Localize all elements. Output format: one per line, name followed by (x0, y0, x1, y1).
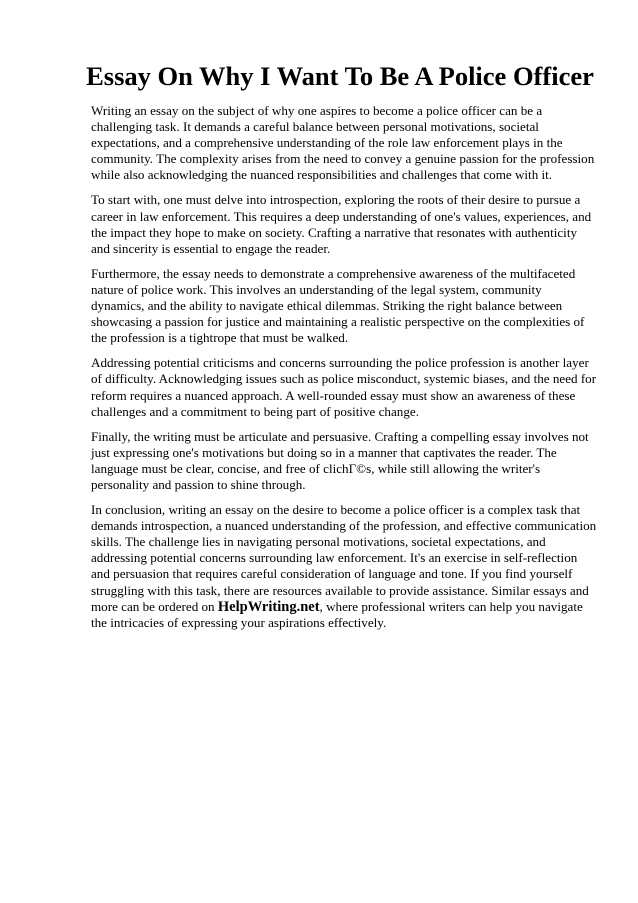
conclusion-text: In conclusion, writing an essay on the desire to become a police officer is a complex task that demands introspection, a nuanced understanding of the profession, and effective communication skills. The challenge lies in navigating personal motivations, societal expectations, and addressing potential concerns surrounding law enforcement. It's an exercise in self-reflection and persuasion that requires careful consideration of language and tone. If you find yourself struggling with this task, there are resources available to provide assistance. Similar essays and more can be ordered on (91, 502, 597, 614)
paragraph-intro: Writing an essay on the subject of why one aspires to become a police officer can be a challenging task. It demands a careful balance between personal motivations, societal expectations, and a comprehensive understanding of the role law enforcement plays in the community. The complexity arises from the need to convey a genuine passion for the profession while also acknowledging the nuanced responsibilities and challenges that come with it. (91, 103, 595, 183)
paragraph-conclusion (91, 502, 597, 631)
document-title: Essay On Why I Want To Be A Police Officer (86, 61, 594, 91)
document-body (91, 103, 597, 640)
paragraph-writing-quality: Finally, the writing must be articulate and persuasive. Crafting a compelling essay involves not just expressing one's motivations but doing so in a manner that captivates the reader. The language must be clear, concise, and free of clichГ©s, while still allowing the writer's personality and passion to shine through. (91, 428, 589, 492)
helpwriting-link[interactable]: HelpWriting.net (217, 598, 320, 615)
paragraph-police-work: Furthermore, the essay needs to demonstrate a comprehensive awareness of the multifaceted nature of police work. This involves an understanding of the legal system, community dynamics, and the ability to navigate ethical dilemmas. Striking the right balance between showcasing a passion for justice and maintaining a realistic perspective on the complexities of the profession is a tightrope that must be walked. (91, 265, 585, 346)
conclusion-text-end: , where professional writers can help you navigate the intricacies of expressing your aspirations effectively. (91, 598, 583, 630)
paragraph-criticisms: Addressing potential criticisms and concerns surrounding the police profession is another layer of difficulty. Acknowledging issues such as police misconduct, systemic biases, and the need for reform requires a nuanced approach. A well-rounded essay must show an awareness of these challenges and a commitment to being part of positive change. (91, 355, 597, 419)
paragraph-introspection: To start with, one must delve into introspection, exploring the roots of their desire to pursue a career in law enforcement. This requires a deep understanding of one's values, experiences, and the impact they hope to make on society. Crafting a narrative that resonates with authenticity and sincerity is essential to engage the reader. (91, 192, 592, 256)
